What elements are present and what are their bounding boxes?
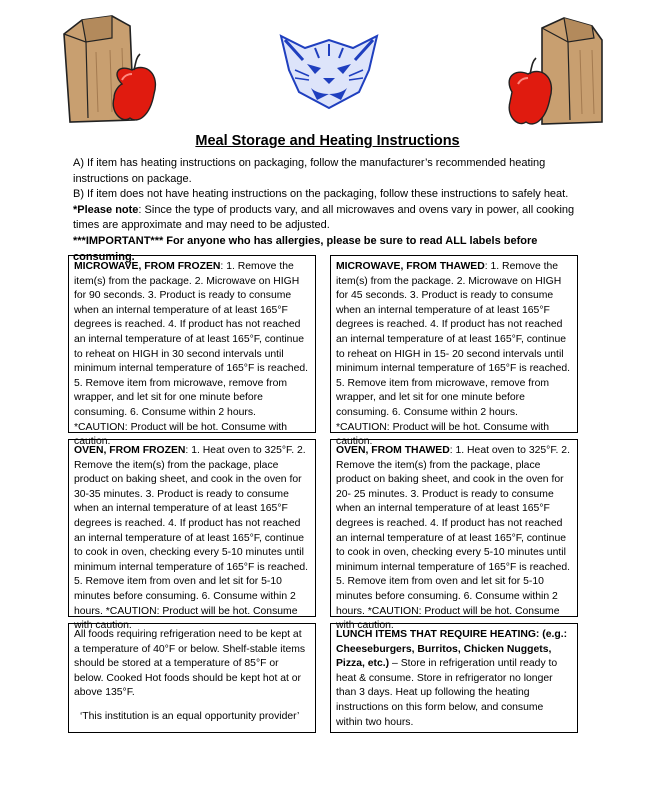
important-allergy-notice: ***IMPORTANT*** For anyone who has allergies, please be sure to read ALL labels before consuming. — [73, 234, 538, 263]
box-heading: LUNCH ITEMS THAT REQUIRE HEATING: (e.g.: Cheeseburgers, Burritos, Chicken Nuggets, Pizza, etc.) — [336, 629, 568, 670]
microwave-frozen-box — [68, 255, 316, 448]
box-heading: MICROWAVE, FROM THAWED — [336, 261, 485, 272]
wildcat-mascot-logo — [275, 30, 383, 110]
intro-instructions — [73, 156, 593, 265]
microwave-thawed-box — [330, 255, 578, 448]
box-heading: OVEN, FROM THAWED — [336, 445, 450, 456]
instruction-a: A) If item has heating instructions on packaging, follow the manufacturer’s recommended heating instructions on package. — [73, 157, 546, 185]
instruction-b: B) If item does not have heating instructions on the packaging, follow these instructions to safely heat. — [73, 188, 569, 201]
lunch-bag-apple-icon — [52, 12, 167, 130]
note-text: : Since the type of products vary, and all microwaves and ovens vary in power, all cooking times are approximate and may need to be adjusted. — [73, 203, 575, 232]
box-heading: MICROWAVE, FROM FROZEN — [74, 261, 221, 272]
box-heading: OVEN, FROM FROZEN — [74, 445, 186, 456]
box-body: : 1. Remove the item(s) from the package. 2. Microwave on HIGH for 90 seconds. 3. Product is ready to consume when an internal temperature of at least 165°F degrees is reached. 4. If product has not reached an internal temperature of at least 165°F, continue to reheat on HIGH in 30 second intervals until minimum internal temperature of 165°F is reached. 5. Remove item from microwave, remove from wrapper, and let sit for one minute before consuming. 6. Consume within 2 hours. *CAUTION: Product will be hot. Consume with caution. — [74, 261, 309, 448]
oven-thawed-box — [330, 439, 578, 632]
note — [73, 203, 593, 234]
note-label: *Please note — [73, 203, 139, 216]
storage-text: All foods requiring refrigeration need to be kept at a temperature of 40°F or below. Shelf-stable items should be stored at a temperature of 85°F or below. Cooked Hot foods should be kept hot at or above 135°F. — [74, 629, 306, 699]
lunch-items-box — [330, 623, 578, 733]
equal-opportunity-statement: ‘This institution is an equal opportunity provider’ — [80, 710, 300, 722]
oven-frozen-box — [68, 439, 316, 632]
box-body: : 1. Heat oven to 325°F. 2. Remove the item(s) from the package, place product on baking sheet, and cook in the oven for 30-35 minutes. 3. Product is ready to consume when an internal temperature of at least 165°F degrees is reached. 4. If product has not reached an internal temperature of at least 165°F, continue to cook in oven, checking every 5-10 minutes until minimum internal temperature of 165°F is reached. 5. Remove item from oven and let sit for 5-10 minutes before consuming. 6. Consume within 2 hours. *CAUTION: Product will be hot. Consume with caution. — [74, 445, 309, 632]
storage-temperature-box — [68, 623, 316, 733]
lunch-bag-apple-icon — [502, 14, 612, 132]
page-title: Meal Storage and Heating Instructions — [195, 133, 460, 149]
box-body: – Store in refrigeration until ready to heat & consume. Store in refrigerator no longer than 3 days. Heat up following the heating instructions on this form below, and consume within two hours. — [336, 658, 558, 728]
box-body: : 1. Heat oven to 325°F. 2. Remove the item(s) from the package, place product on baking sheet, and cook in the oven for 20- 25 minutes. 3. Product is ready to consume when an internal temperature of at least 165°F degrees is reached. 4. If product has not reached an internal temperature of at least 165°F, continue to cook in oven, checking every 5-10 minutes until minimum internal temperature of 165°F is reached. 5. Remove item from oven and let sit for 5-10 minutes before consuming. 6. Consume within 2 hours. *CAUTION: Product will be hot. Consume with caution. — [336, 445, 571, 632]
box-body: : 1. Remove the item(s) from the package. 2. Microwave on HIGH for 45 seconds. 3. Product is ready to consume when an internal temperature of at least 165°F degrees is reached. 4. If product has not reached an internal temperature of at least 165°F, continue to reheat on HIGH in 15- 20 second intervals until minimum internal temperature of 165°F is reached. 5. Remove item from microwave, remove from wrapper, and let sit for one minute before consuming. 6. Consume within 2 hours. *CAUTION: Product will be hot. Consume with caution. — [336, 261, 571, 448]
